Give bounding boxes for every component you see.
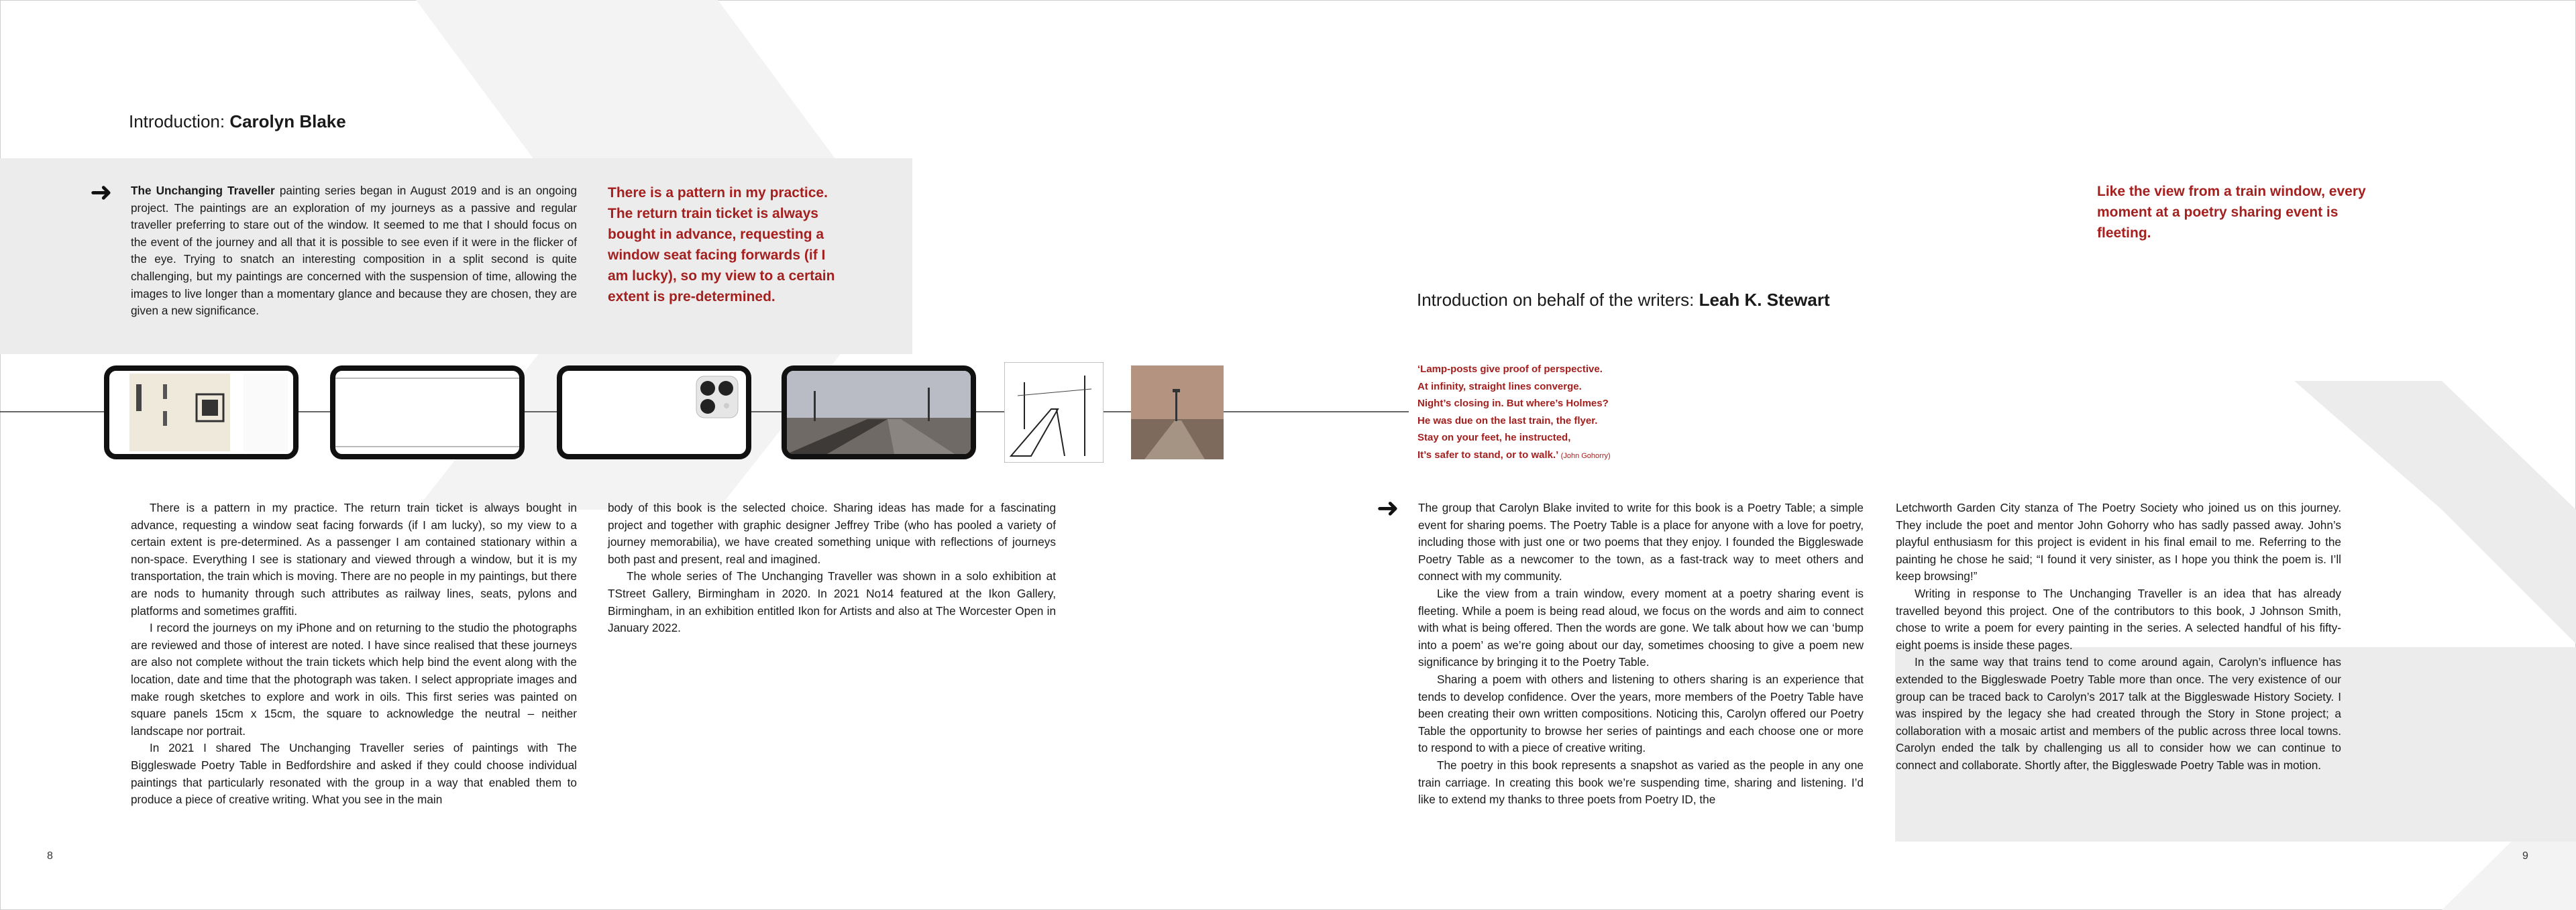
- right-col1-para-2: Like the view from a train window, every moment at a poetry sharing event is fleeting. While a poem is being read aloud, we focus on the words and aim to connect with what is being offered. Then the words are gone. We talk about how we can ‘bump into a poem’ as we’re going about our day, sometimes choosing to give a poem new significance by bringing it to the Poetry Table.: [1418, 586, 1864, 669]
- right-col2-para-1: Letchworth Garden City stanza of The Poetry Society who joined us on this journey. They include the poet and mentor John Gohorry who has sadly passed away. John’s playful enthusiasm for this project is evident in his final email to me. Referring to the painting he chose he said; “I found it very sinister, as I hope you think the poem is. I’ll keep browsing!”: [1896, 501, 2341, 583]
- left-col2-para-1: body of this book is the selected choice. Sharing ideas has made for a fascinating project and together with graphic designer Jeffrey Tribe (who has pooled a variety of journey memorabilia), we have created something unique with reflections of journeys both past and present, real and imagined.: [608, 501, 1056, 566]
- left-page-heading: Introduction: Carolyn Blake: [129, 111, 346, 131]
- series-title: The Unchanging Traveller: [131, 184, 275, 197]
- right-body-column-2: [1896, 500, 2341, 775]
- train-ticket-graphic: [109, 371, 293, 454]
- poem-credit: (John Gohorry): [1560, 451, 1611, 460]
- poem-line: At infinity, straight lines converge.: [1417, 380, 1582, 392]
- right-col1-para-4: The poetry in this book represents a snapshot as varied as the people in any one train carriage. In creating this book we’re suspending time, sharing and listening. I’d like to extend my thanks to three poets from Poetry ID, the: [1418, 758, 1864, 807]
- right-page-number: 9: [2522, 850, 2528, 862]
- left-col2-para-2: The whole series of The Unchanging Traveller was shown in a solo exhibition at TStreet Gallery, Birmingham in 2020. In 2021 No14 featured at the Ikon Gallery, Birmingham, in an exhibition entitled Ikon for Artists and also at The Worcester Open in January 2022.: [608, 569, 1056, 635]
- right-pull-quote: Like the view from a train window, every moment at a poetry sharing event is fleeting.: [2097, 184, 2366, 241]
- right-col1-para-1: The group that Carolyn Blake invited to write for this book is a Poetry Table; a simple event for sharing poems. The Poetry Table is a place for anyone with a love for poetry, including those with just one or two poems that they enjoy. I founded the Biggleswade Poetry Table as a newcomer to the town, as a fast-track way to meet others and connect with my community.: [1418, 501, 1864, 583]
- poem-line: Night’s closing in. But where’s Holmes?: [1417, 398, 1609, 410]
- phone-blank-front: [330, 365, 525, 459]
- left-intro-paragraph: The Unchanging Traveller painting series began in August 2019 and is an ongoing project. The paintings are an exploration of my journeys as a passive and regular traveller preferring to stare out of the window. It seemed to me that I should focus on the event of the journey and all that it is possible to see even if it were in the flicker of the eye. Trying to snatch an interesting composition in a split second is quite challenging, but my paintings are concerned with the suspension of time, allowing the images to live longer than a momentary glance and because they are chosen, they are given a new significance.: [131, 184, 578, 318]
- right-col2-para-2: Writing in response to The Unchanging Traveller is an idea that has already travelled beyond this project. One of the contributors to this book, J Johnson Smith, chose to write a poem for every painting in the series. A selected handful of his fifty-eight poems is inside these pages.: [1896, 586, 2341, 652]
- right-col1-para-3: Sharing a poem with others and listening to others sharing is an experience that tends to develop confidence. Over the years, more members of the Poetry Table have been creating their own written compositions. Noticing this, Carolyn offered our Poetry Table the opportunity to browse her series of paintings and each choose one or more to respond to with a piece of creative writing.: [1418, 672, 1864, 755]
- right-body-column-1: [1418, 500, 1864, 809]
- platform-sketch-image: [1004, 362, 1104, 463]
- left-body-column-1: [131, 500, 577, 809]
- poem-line: ‘Lamp-posts give proof of perspective.: [1417, 363, 1603, 375]
- poem-line: Stay on your feet, he instructed,: [1417, 432, 1571, 444]
- left-page-number: 8: [47, 850, 53, 862]
- left-col1-para-3: In 2021 I shared The Unchanging Traveller series of paintings with The Biggleswade Poetry Table in Bedfordshire and asked if they could choose individual paintings that particularly resonated with the group in a way that enabled them to produce a piece of creative writing. What you see in the main: [131, 741, 577, 807]
- left-body-column-2: [608, 500, 1056, 637]
- right-arrow-icon: ➜: [1377, 494, 1399, 523]
- poem-line: He was due on the last train, the flyer.: [1417, 414, 1598, 426]
- sunset-platform-painting: [1131, 365, 1224, 459]
- left-col1-para-2: I record the journeys on my iPhone and on returning to the studio the photographs are reviewed and those of interest are noted. I have since realised that these journeys are also not complete without the train tickets which help bind the event along with the location, date and time that the photograph was taken. I select appropriate images and make rough sketches to explore and work in oils. This first series was painted on square panels 15cm x 15cm, the square to acknowledge the neutral – neither landscape nor portrait.: [131, 621, 577, 738]
- left-pull-quote: There is a pattern in my practice. The return train ticket is always bought in advance, requesting a window seat facing forwards (if I am lucky), so my view to a certain extent is pre-determined.: [608, 185, 835, 304]
- poem-line: It’s safer to stand, or to walk.’ (John Gohorry): [1417, 449, 1611, 461]
- right-col2-para-3: In the same way that trains tend to come around again, Carolyn’s influence has extended to the Biggleswade Poetry Table more than once. The very existence of our group can be traced back to Carolyn’s 2017 talk at the Biggleswade History Society. I was inspired by the legacy she had created through the Story in Stone project; a collaboration with a mosaic artist and members of the public across three local towns. Carolyn ended the talk by challenging us all to consider how we can continue to connect and collaborate. Shortly after, the Biggleswade Poetry Table was in motion.: [1896, 655, 2341, 772]
- right-page-heading: Introduction on behalf of the writers: Leah K. Stewart: [1417, 290, 1830, 310]
- phone-ticket-image: [104, 365, 299, 459]
- poem-excerpt: [1417, 361, 1686, 465]
- phone-platform-photo: [782, 365, 976, 459]
- left-col1-para-1: There is a pattern in my practice. The return train ticket is always bought in advance, requesting a window seat facing forwards (if I am lucky), so my view to a certain extent is pre-determined. As a passenger I am contained stationary within a non-space. Everything I see is stationary and viewed through a window, but it is my transportation, the train which is moving. There are no people in my paintings, but there are nods to humanity through such attributes as railway lines, seats, pylons and platforms and sometimes graffiti.: [131, 501, 577, 618]
- right-arrow-icon: ➜: [90, 178, 113, 207]
- phone-back-camera: [557, 365, 751, 459]
